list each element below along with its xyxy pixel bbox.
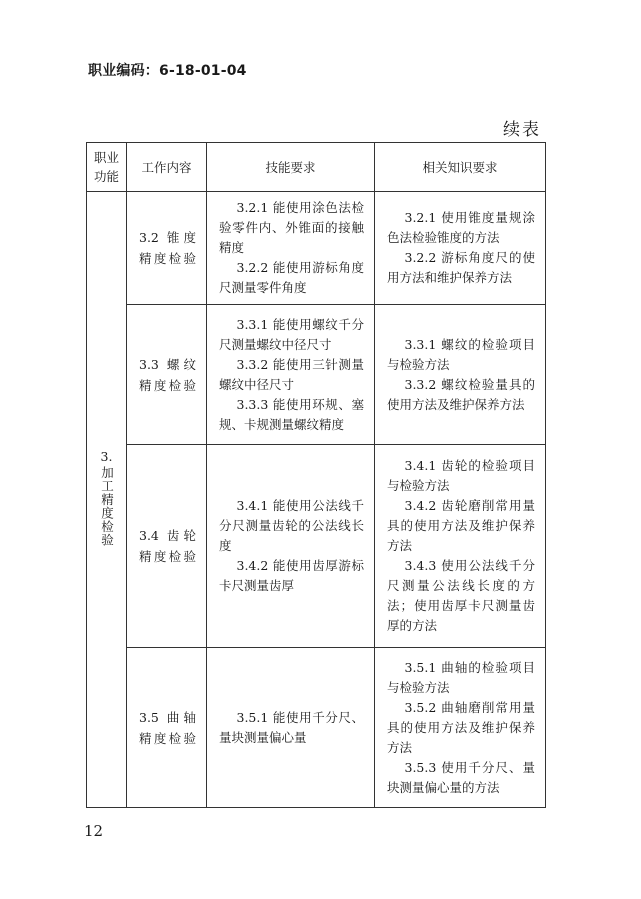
table-row — [87, 305, 546, 445]
function-cell — [87, 192, 127, 808]
task-cell: 3.5 曲轴精度检验 — [127, 648, 207, 808]
skills-table — [86, 142, 546, 808]
knowledge-cell: 3.5.1 曲轴的检验项目与检验方法 3.5.2 曲轴磨削常用量具的使用方法及维护保养方法 3.5.3 使用千分尺、量块测量偏心量的方法 — [375, 648, 546, 808]
page-number: 12 — [84, 822, 104, 840]
table-header-row — [87, 143, 546, 192]
header-knowledge: 相关知识要求 — [375, 143, 546, 192]
skills-cell: 3.5.1 能使用千分尺、量块测量偏心量 — [207, 648, 375, 808]
table-row — [87, 445, 546, 648]
task-cell: 3.3 螺纹精度检验 — [127, 305, 207, 445]
function-number: 3. — [100, 449, 113, 464]
continued-label: 续表 — [503, 120, 541, 140]
task-cell: 3.4 齿轮精度检验 — [127, 445, 207, 648]
skills-cell: 3.4.1 能使用公法线千分尺测量齿轮的公法线长度 3.4.2 能使用齿厚游标卡尺测量齿厚 — [207, 445, 375, 648]
skills-cell: 3.2.1 能使用涂色法检验零件内、外锥面的接触精度 3.2.2 能使用游标角度尺测量零件角度 — [207, 192, 375, 305]
task-cell: 3.2 锥度精度检验 — [127, 192, 207, 305]
header-function: 职业功能 — [87, 143, 127, 192]
knowledge-cell: 3.4.1 齿轮的检验项目与检验方法 3.4.2 齿轮磨削常用量具的使用方法及维护保养方法 3.4.3 使用公法线千分尺测量公法线长度的方法；使用齿厚卡尺测量齿厚的方法 — [375, 445, 546, 648]
occupation-code: 职业编码：6-18-01-04 — [88, 63, 247, 79]
table-row — [87, 648, 546, 808]
knowledge-cell: 3.2.1 使用锥度量规涂色法检验锥度的方法 3.2.2 游标角度尺的使用方法和维护保养方法 — [375, 192, 546, 305]
header-skills: 技能要求 — [207, 143, 375, 192]
function-title: 加工精度检验 — [99, 466, 115, 547]
knowledge-cell: 3.3.1 螺纹的检验项目与检验方法 3.3.2 螺纹检验量具的使用方法及维护保养方法 — [375, 305, 546, 445]
table-row — [87, 192, 546, 305]
header-task: 工作内容 — [127, 143, 207, 192]
skills-cell: 3.3.1 能使用螺纹千分尺测量螺纹中径尺寸 3.3.2 能使用三针测量螺纹中径尺寸 3.3.3 能使用环规、塞规、卡规测量螺纹精度 — [207, 305, 375, 445]
